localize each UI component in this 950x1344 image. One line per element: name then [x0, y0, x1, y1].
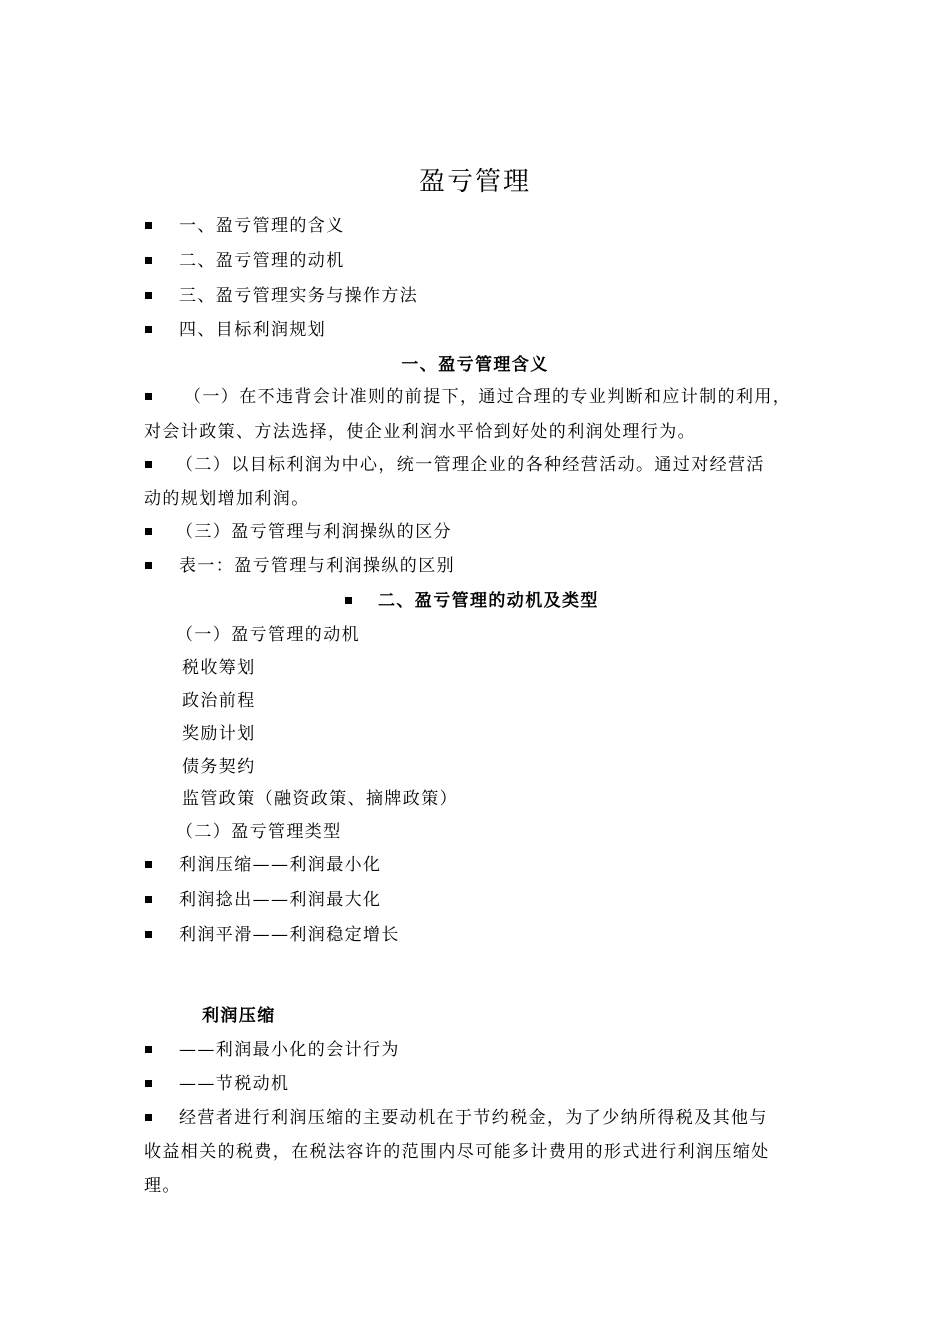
subsection-heading: （一）盈亏管理的动机	[176, 625, 360, 645]
section-heading: 二、盈亏管理的动机及类型	[378, 591, 599, 611]
list-item: 利润捻出——利润最大化	[179, 890, 382, 910]
list-item: 监管政策（融资政策、摘牌政策）	[182, 789, 458, 809]
section-heading: 一、盈亏管理含义	[401, 355, 549, 375]
list-item: 债务契约	[182, 757, 256, 777]
bullet-icon	[145, 528, 152, 535]
toc-item: 一、盈亏管理的含义	[179, 216, 345, 236]
bullet-icon	[145, 393, 152, 400]
paragraph-line: 理。	[144, 1176, 181, 1196]
toc-item: 三、盈亏管理实务与操作方法	[179, 286, 419, 306]
list-item: 奖励计划	[182, 724, 256, 744]
list-item: （三）盈亏管理与利润操纵的区分	[176, 522, 452, 542]
subsection-heading: （二）盈亏管理类型	[176, 822, 342, 842]
list-item: ——节税动机	[179, 1074, 290, 1094]
paragraph-line: （一）在不违背会计准则的前提下，通过合理的专业判断和应计制的利用，	[184, 387, 792, 407]
list-item: 利润压缩——利润最小化	[179, 855, 382, 875]
bullet-icon	[145, 896, 152, 903]
list-item: 表一：盈亏管理与利润操纵的区别	[179, 556, 455, 576]
bullet-icon	[145, 1114, 152, 1121]
paragraph-line: （二）以目标利润为中心，统一管理企业的各种经营活动。通过对经营活	[176, 455, 765, 475]
bullet-icon	[145, 222, 152, 229]
list-item: ——利润最小化的会计行为	[179, 1040, 400, 1060]
list-item: 税收筹划	[182, 658, 256, 678]
bullet-icon	[145, 1046, 152, 1053]
paragraph-line: 对会计政策、方法选择，使企业利润水平恰到好处的利润处理行为。	[144, 422, 696, 442]
bullet-icon	[145, 257, 152, 264]
bullet-icon	[145, 292, 152, 299]
list-item: 政治前程	[182, 691, 256, 711]
paragraph-line: 经营者进行利润压缩的主要动机在于节约税金，为了少纳所得税及其他与	[179, 1108, 768, 1128]
toc-item: 二、盈亏管理的动机	[179, 251, 345, 271]
bullet-icon	[345, 597, 352, 604]
bullet-icon	[145, 461, 152, 468]
bullet-icon	[145, 1080, 152, 1087]
bullet-icon	[145, 562, 152, 569]
bullet-icon	[145, 861, 152, 868]
bullet-icon	[145, 326, 152, 333]
document-title: 盈亏管理	[418, 167, 531, 197]
section-heading: 利润压缩	[202, 1006, 276, 1026]
toc-item: 四、目标利润规划	[179, 320, 327, 340]
bullet-icon	[145, 931, 152, 938]
paragraph-line: 动的规划增加利润。	[144, 489, 310, 509]
list-item: 利润平滑——利润稳定增长	[179, 925, 400, 945]
paragraph-line: 收益相关的税费，在税法容许的范围内尽可能多计费用的形式进行利润压缩处	[144, 1142, 770, 1162]
